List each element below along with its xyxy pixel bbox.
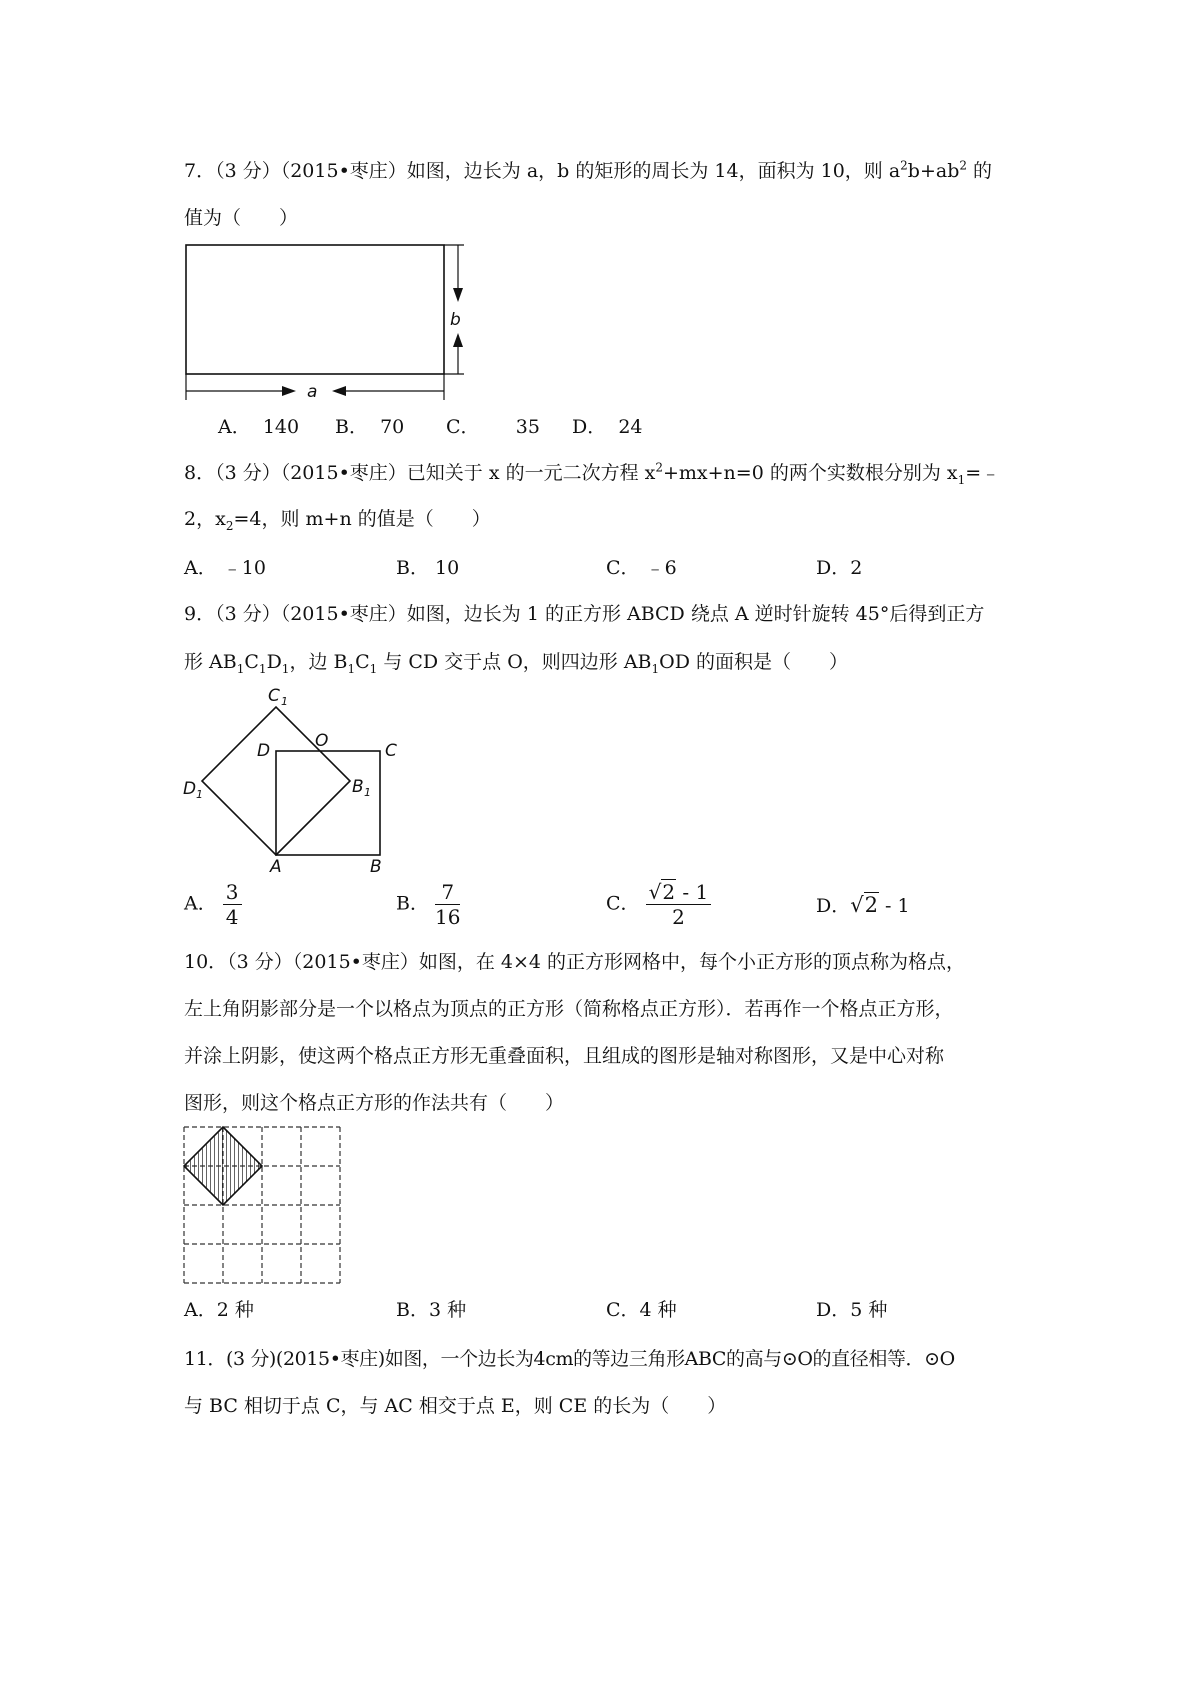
q8-option-d[interactable]: D．2 [816,557,863,579]
q7-line-1: 7．（3 分）（2015•枣庄）如图，边长为 a，b 的矩形的周长为 14，面积为 10，则 $a^2b+ab^2$ 的 [184,158,993,182]
shaded-lattice-square [184,1127,262,1205]
q11-line-1: 11．(3 分)(2015•枣庄)如图，一个边长为4cm的等边三角形ABC的高与⊙O的直径相等．⊙O [184,1348,955,1370]
q9-option-a[interactable]: A． $\frac{3}{4}$ [184,880,242,929]
q10-option-b[interactable]: B．3 种 [396,1299,467,1321]
q10-line-2: 左上角阴影部分是一个以格点为顶点的正方形（简称格点正方形）．若再作一个格点正方形， [184,998,954,1020]
q7-option-d[interactable]: D． 24 [572,416,643,438]
label-O: O [315,731,329,751]
q8-line-2: 2，$x_2=4$，则 m+n 的值是（ ） [184,508,491,533]
label-A: A [270,857,282,877]
q7-option-c[interactable]: C． 35 [446,416,540,438]
q9-option-c[interactable]: C． $\frac{√2 - 1}{2}$ [606,880,711,929]
label-C: C [385,741,397,761]
label-D: D [257,741,271,761]
label-D1: D [183,779,197,799]
svg-text:1: 1 [364,786,371,799]
q8-option-a[interactable]: A． ﹣10 [184,557,266,579]
q10-line-3: 并涂上阴影，使这两个格点正方形无重叠面积，且组成的图形是轴对称图形，又是中心对称 [184,1045,945,1067]
q10-option-c[interactable]: C．4 种 [606,1299,677,1321]
q10-grid-figure [182,1125,342,1285]
q9-option-d[interactable]: D．√2 - 1 [816,893,910,917]
q10-line-1: 10．（3 分）（2015•枣庄）如图，在 4×4 的正方形网格中，每个小正方形的顶点称为格点， [184,951,966,973]
q9-rotated-square-figure [180,682,420,882]
q10-option-a[interactable]: A．2 种 [184,1299,254,1321]
q8-line-1: 8．（3 分）（2015•枣庄）已知关于 x 的一元二次方程 $x^2+mx+n=0$ 的两个实数根分别为 $x_1=﹣$ [184,460,1001,487]
q8-option-b[interactable]: B． 10 [396,557,460,579]
q9-line-1: 9．（3 分）（2015•枣庄）如图，边长为 1 的正方形 ABCD 绕点 A 逆时针旋转 45°后得到正方 [184,603,985,625]
q7-option-b[interactable]: B． 70 [335,416,405,438]
q10-line-4: 图形，则这个格点正方形的作法共有（ ） [184,1092,565,1114]
q8-option-c[interactable]: C． ﹣6 [606,557,677,579]
svg-text:1: 1 [281,695,288,708]
label-B: B [370,857,382,877]
q7-option-a[interactable]: A． 140 [218,416,300,438]
q7-line-2: 值为（ ） [184,207,299,229]
q9-option-b[interactable]: B． $\frac{7}{16}$ [396,880,461,929]
q11-line-2: 与 BC 相切于点 C，与 AC 相交于点 E，则 CE 的长为（ ） [184,1395,727,1417]
label-B1: B [352,777,364,797]
svg-text:1: 1 [196,788,203,801]
label-b: b [450,310,461,330]
q10-option-d[interactable]: D．5 种 [816,1299,888,1321]
q9-line-2: 形 $AB_1C_1D_1$，边 $B_1C_1$ 与 CD 交于点 O，则四边形 $AB_1OD$ 的面积是（ ） [184,651,849,676]
label-a: a [307,382,318,400]
rectangle [186,245,444,374]
label-C1: C [268,686,280,706]
q7-rectangle-figure [182,240,472,400]
